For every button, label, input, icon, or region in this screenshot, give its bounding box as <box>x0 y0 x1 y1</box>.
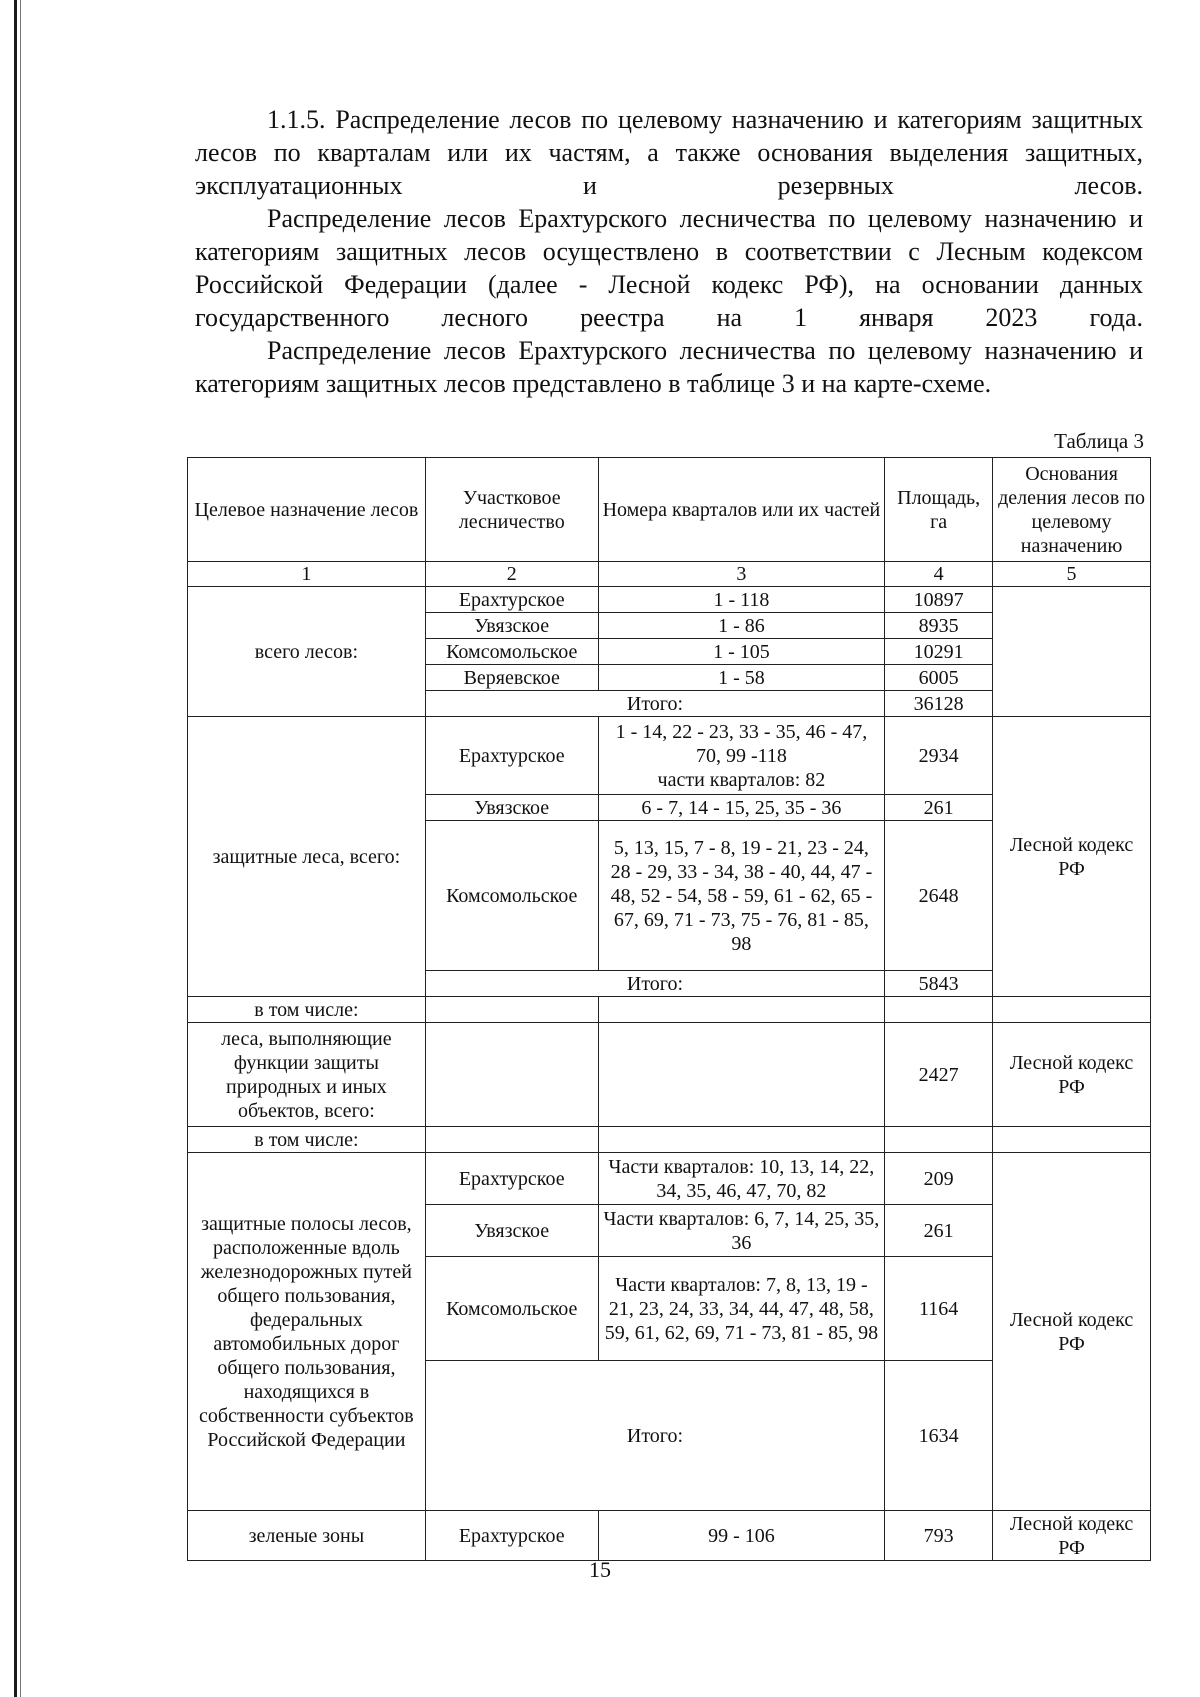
in-number-label: в том числе: <box>188 1127 426 1153</box>
blocks-cell: 6 - 7, 14 - 15, 25, 35 - 36 <box>598 795 884 821</box>
area-cell: 2427 <box>885 1023 993 1127</box>
empty-cell <box>598 997 884 1023</box>
blocks-cell: Части кварталов: 6, 7, 14, 25, 35, 36 <box>598 1205 884 1257</box>
protection-functions-label: леса, выполняющие функции защиты природных и иных объектов, всего: <box>188 1023 426 1127</box>
blocks-list: 1 - 14, 22 - 23, 33 - 35, 46 - 47, 70, 99 -118 <box>615 720 868 767</box>
district-cell: Увязское <box>425 795 598 821</box>
basis-cell: Лесной кодекс РФ <box>993 1153 1151 1511</box>
header-purpose: Целевое назначение лесов <box>188 458 426 562</box>
total-label: Итого: <box>425 1361 884 1511</box>
green-zones-label: зеленые зоны <box>188 1511 426 1561</box>
empty-cell <box>993 997 1151 1023</box>
empty-cell <box>598 1127 884 1153</box>
column-number-row <box>188 562 1151 587</box>
basis-cell: Лесной кодекс РФ <box>993 1511 1151 1561</box>
empty-cell <box>425 997 598 1023</box>
column-number: 3 <box>598 562 884 587</box>
header-district: Участковое лесничество <box>425 458 598 562</box>
paragraph-table-reference: Распределение лесов Ерахтурского лесничества по целевому назначению и категориям защитных лесов представлено в таблице 3 и на карте-схеме. <box>195 336 1143 398</box>
blocks-cell: 5, 13, 15, 7 - 8, 19 - 21, 23 - 24, 28 - 29, 33 - 34, 38 - 40, 44, 47 - 48, 52 - 54, 58 - 59, 61 - 62, 65 - 67, 69, 71 - 73, 75 - 76, 81 - 85, 98 <box>598 821 884 971</box>
district-cell: Веряевское <box>425 665 598 691</box>
area-cell: 1164 <box>885 1257 993 1361</box>
blocks-cell: Части кварталов: 7, 8, 13, 19 - 21, 23, 24, 33, 34, 44, 47, 48, 58, 59, 61, 62, 69, 71 - 73, 81 - 85, 98 <box>598 1257 884 1361</box>
blocks-cell: 99 - 106 <box>598 1511 884 1561</box>
total-label: Итого: <box>425 691 884 717</box>
table-row <box>188 1511 1151 1561</box>
in-number-label: в том числе: <box>188 997 426 1023</box>
table-row <box>188 587 1151 613</box>
total-area: 5843 <box>885 971 993 997</box>
total-label: Итого: <box>425 971 884 997</box>
empty-cell <box>993 1127 1151 1153</box>
area-cell: 261 <box>885 795 993 821</box>
blocks-cell: 1 - 118 <box>598 587 884 613</box>
empty-cell <box>425 1023 598 1127</box>
basis-cell-empty <box>993 587 1151 717</box>
column-number: 5 <box>993 562 1151 587</box>
area-cell: 6005 <box>885 665 993 691</box>
blocks-cell <box>598 717 884 795</box>
scan-edge-line <box>20 0 21 1697</box>
district-cell: Комсомольское <box>425 821 598 971</box>
district-cell: Ерахтурское <box>425 717 598 795</box>
empty-cell <box>598 1023 884 1127</box>
blocks-cell: 1 - 86 <box>598 613 884 639</box>
area-cell: 2934 <box>885 717 993 795</box>
area-cell: 10291 <box>885 639 993 665</box>
district-cell: Ерахтурское <box>425 587 598 613</box>
strips-label: защитные полосы лесов, расположенные вдоль железнодорожных путей общего пользования, федеральных автомобильных дорог общего пользования, находящихся в собственности субъектов Российской Федерации <box>188 1153 426 1511</box>
area-cell: 261 <box>885 1205 993 1257</box>
table-row <box>188 1023 1151 1127</box>
district-cell: Комсомольское <box>425 1257 598 1361</box>
scan-edge-shadow <box>14 0 17 1697</box>
basis-cell: Лесной кодекс РФ <box>993 1023 1151 1127</box>
blocks-cell: 1 - 105 <box>598 639 884 665</box>
table-caption: Таблица 3 <box>1054 429 1144 453</box>
district-cell: Ерахтурское <box>425 1153 598 1205</box>
table-row <box>188 1153 1151 1205</box>
empty-cell <box>425 1127 598 1153</box>
column-number: 2 <box>425 562 598 587</box>
empty-cell <box>885 997 993 1023</box>
empty-cell <box>885 1127 993 1153</box>
paragraph-basis: Распределение лесов Ерахтурского лесничества по целевому назначению и категориям защитных лесов осуществлено в соответствии с Лесным кодексом Российской Федерации (далее - Лесной кодекс РФ), на основании данных государственного лесного реестра на 1 января 2023 года. <box>195 204 1143 332</box>
district-cell: Увязское <box>425 1205 598 1257</box>
blocks-parts: части кварталов: 82 <box>657 768 826 791</box>
blocks-cell: 1 - 58 <box>598 665 884 691</box>
paragraph-heading: 1.1.5. Распределение лесов по целевому назначению и категориям защитных лесов по кварталам или их частям, а также основания выделения защитных, эксплуатационных и резервных лесов. <box>195 105 1143 200</box>
header-area: Площадь, га <box>885 458 993 562</box>
total-area: 36128 <box>885 691 993 717</box>
area-cell: 10897 <box>885 587 993 613</box>
protective-label: защитные леса, всего: <box>188 717 426 997</box>
area-cell: 209 <box>885 1153 993 1205</box>
basis-cell: Лесной кодекс РФ <box>993 717 1151 997</box>
district-cell: Увязское <box>425 613 598 639</box>
header-basis: Основания деления лесов по целевому назначению <box>993 458 1151 562</box>
page-number: 15 <box>589 1557 611 1582</box>
table-row <box>188 1127 1151 1153</box>
district-cell: Комсомольское <box>425 639 598 665</box>
column-number: 1 <box>188 562 426 587</box>
all-forests-label: всего лесов: <box>188 587 426 717</box>
area-cell: 8935 <box>885 613 993 639</box>
column-number: 4 <box>885 562 993 587</box>
district-cell: Ерахтурское <box>425 1511 598 1561</box>
table-row <box>188 717 1151 795</box>
table-row <box>188 997 1151 1023</box>
area-cell: 793 <box>885 1511 993 1561</box>
blocks-cell: Части кварталов: 10, 13, 14, 22, 34, 35, 46, 47, 70, 82 <box>598 1153 884 1205</box>
header-blocks: Номера кварталов или их частей <box>598 458 884 562</box>
forest-distribution-table <box>187 457 1151 1561</box>
area-cell: 2648 <box>885 821 993 971</box>
total-area: 1634 <box>885 1361 993 1511</box>
header-row <box>188 458 1151 562</box>
intro-text <box>195 103 1143 400</box>
